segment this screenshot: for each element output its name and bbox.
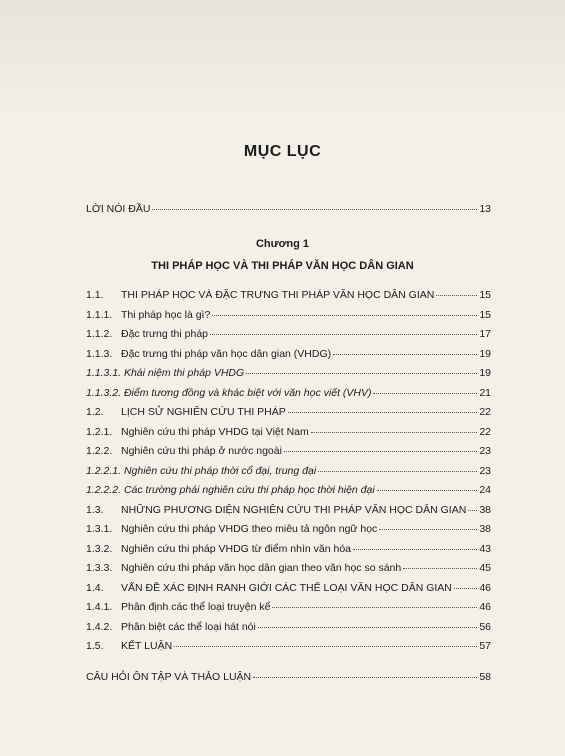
toc-entry-number: 1.2.: [86, 406, 104, 418]
leader-dots: [333, 352, 477, 355]
toc-entry-page: 46: [479, 581, 491, 594]
page-title: MỤC LỤC: [243, 143, 322, 160]
toc-entry: [86, 638, 491, 654]
toc-entry-text: Nghiên cứu thi pháp VHDG tại Việt Nam: [121, 425, 309, 438]
toc-entry-text: LỊCH SỬ NGHIÊN CỨU THI PHÁP: [121, 406, 286, 418]
toc-entry-number: 1.1.1.: [86, 308, 113, 321]
toc-entry: [86, 619, 491, 635]
toc-entry-text: NHỮNG PHƯƠNG DIỆN NGHIÊN CỨU THI PHÁP VĂN HỌC DÂN GIAN: [121, 503, 467, 516]
toc-entry: [86, 521, 491, 537]
leader-dots: [246, 371, 477, 374]
leader-dots: [311, 430, 477, 433]
toc-entry-text: Phân định các thể loại truyện kể: [121, 601, 271, 613]
toc-entry: [86, 346, 491, 362]
leader-dots: [379, 527, 477, 530]
toc-entry-number: 1.2.2.: [86, 445, 113, 457]
toc-entry-page: 24: [479, 484, 491, 496]
toc-entry: [86, 443, 491, 459]
toc-entry-number: 1.4.1.: [86, 601, 113, 613]
toc-entry: [86, 404, 491, 420]
leader-dots: [258, 625, 477, 628]
toc-entry-page: 19: [479, 367, 491, 379]
toc-entry-text: Đặc trưng thi pháp: [121, 328, 208, 340]
toc-entry-number: 1.3.2.: [86, 542, 113, 555]
leader-dots: [284, 449, 477, 452]
toc-entry-number: 1.4.: [86, 581, 104, 594]
leader-dots: [210, 332, 477, 335]
toc-outro-line: [86, 669, 491, 685]
leader-dots: [318, 469, 477, 472]
leader-dots: [253, 675, 477, 678]
toc-entry: [86, 385, 491, 401]
toc-entry-text: Đặc trưng thi pháp văn học dân gian (VHDG): [121, 347, 332, 360]
leader-dots: [373, 391, 477, 394]
leader-dots: [436, 293, 477, 296]
toc-intro-page: 13: [479, 203, 491, 215]
toc-entry-page: 19: [479, 347, 491, 360]
toc-entry-page: 22: [479, 406, 491, 418]
toc-entry-page: 56: [479, 620, 491, 633]
toc-entry-page: 23: [479, 464, 491, 477]
toc-entry-page: 17: [479, 328, 491, 340]
toc-entry-page: 38: [479, 523, 491, 535]
leader-dots: [377, 488, 477, 491]
chapter-label: Chương 1: [255, 238, 310, 250]
toc-entry: [86, 599, 491, 615]
toc-entry-page: 57: [479, 640, 491, 652]
toc-entry-text: 1.2.2.2. Các trường phái nghiên cứu thi pháp học thời hiện đại: [86, 484, 375, 496]
toc-entry-text: KẾT LUẬN: [121, 640, 173, 652]
leader-dots: [468, 508, 477, 511]
toc-entry: [86, 580, 491, 596]
leader-dots: [454, 586, 477, 589]
toc-entry-text: Thi pháp học là gì?: [121, 308, 211, 321]
leader-dots: [272, 605, 477, 608]
toc-entry-text: THI PHÁP HỌC VÀ ĐẶC TRƯNG THI PHÁP VĂN HỌC DÂN GIAN: [121, 289, 435, 301]
toc-entry-text: VẤN ĐỀ XÁC ĐỊNH RANH GIỚI CÁC THỂ LOẠI VĂN HỌC DÂN GIAN: [121, 581, 452, 594]
toc-intro-text: LỜI NÓI ĐẦU: [86, 203, 151, 215]
toc-entry: [86, 365, 491, 381]
toc-entry-text: Nghiên cứu thi pháp VHDG theo miêu tả ngôn ngữ học: [121, 523, 378, 535]
toc-entry-number: 1.1.: [86, 289, 104, 301]
leader-dots: [353, 547, 477, 550]
toc-entry-page: 22: [479, 425, 491, 438]
toc-entry: [86, 287, 491, 303]
chapter-title: THI PHÁP HỌC VÀ THI PHÁP VĂN HỌC DÂN GIAN: [151, 260, 414, 272]
toc-entry-page: 15: [479, 308, 491, 321]
leader-dots: [288, 410, 477, 413]
leader-dots: [212, 313, 477, 316]
toc-entry: [86, 307, 491, 323]
toc-entry-text: 1.1.3.2. Điểm tương đồng và khác biệt với văn học viết (VHV): [86, 386, 372, 399]
toc-entry-page: 45: [479, 562, 491, 574]
toc-entry-page: 46: [479, 601, 491, 613]
toc-entry: [86, 424, 491, 440]
toc-entry: [86, 326, 491, 342]
toc-entry-number: 1.2.1.: [86, 425, 113, 438]
leader-dots: [152, 207, 477, 210]
leader-dots: [403, 566, 477, 569]
toc-entry-text: Phân biệt các thể loại hát nói: [121, 620, 256, 633]
toc-entry-text: 1.2.2.1. Nghiên cứu thi pháp thời cổ đại, trung đại: [86, 464, 317, 477]
toc-entry: [86, 560, 491, 576]
toc-entry-page: 38: [479, 503, 491, 516]
toc-outro-page: 58: [479, 671, 491, 683]
toc-entry-page: 15: [479, 289, 491, 301]
toc-entry-number: 1.3.1.: [86, 523, 113, 535]
toc-entry-number: 1.1.2.: [86, 328, 113, 340]
toc-entry-page: 21: [479, 386, 491, 399]
toc-entry-text: 1.1.3.1. Khái niệm thi pháp VHDG: [86, 367, 245, 379]
toc-entry-text: Nghiên cứu thi pháp ở nước ngoài: [121, 445, 282, 457]
toc-entry-page: 23: [479, 445, 491, 457]
toc-entry-text: Nghiên cứu thi pháp văn học dân gian theo văn học so sánh: [121, 562, 402, 574]
toc-entry-page: 43: [479, 542, 491, 555]
toc-intro-line: [86, 201, 491, 217]
toc-entry: [86, 463, 491, 479]
toc-entry: [86, 541, 491, 557]
toc-entry-number: 1.4.2.: [86, 620, 113, 633]
toc-entry-number: 1.1.3.: [86, 347, 113, 360]
toc-entry-number: 1.3.: [86, 503, 104, 516]
toc-entry: [86, 502, 491, 518]
toc-outro-text: CÂU HỎI ÔN TẬP VÀ THẢO LUẬN: [86, 671, 252, 683]
toc-entry-text: Nghiên cứu thi pháp VHDG từ điểm nhìn văn hóa: [121, 542, 352, 555]
toc-entry-number: 1.3.3.: [86, 562, 113, 574]
toc-entry: [86, 482, 491, 498]
leader-dots: [174, 644, 477, 647]
toc-entry-number: 1.5.: [86, 640, 104, 652]
